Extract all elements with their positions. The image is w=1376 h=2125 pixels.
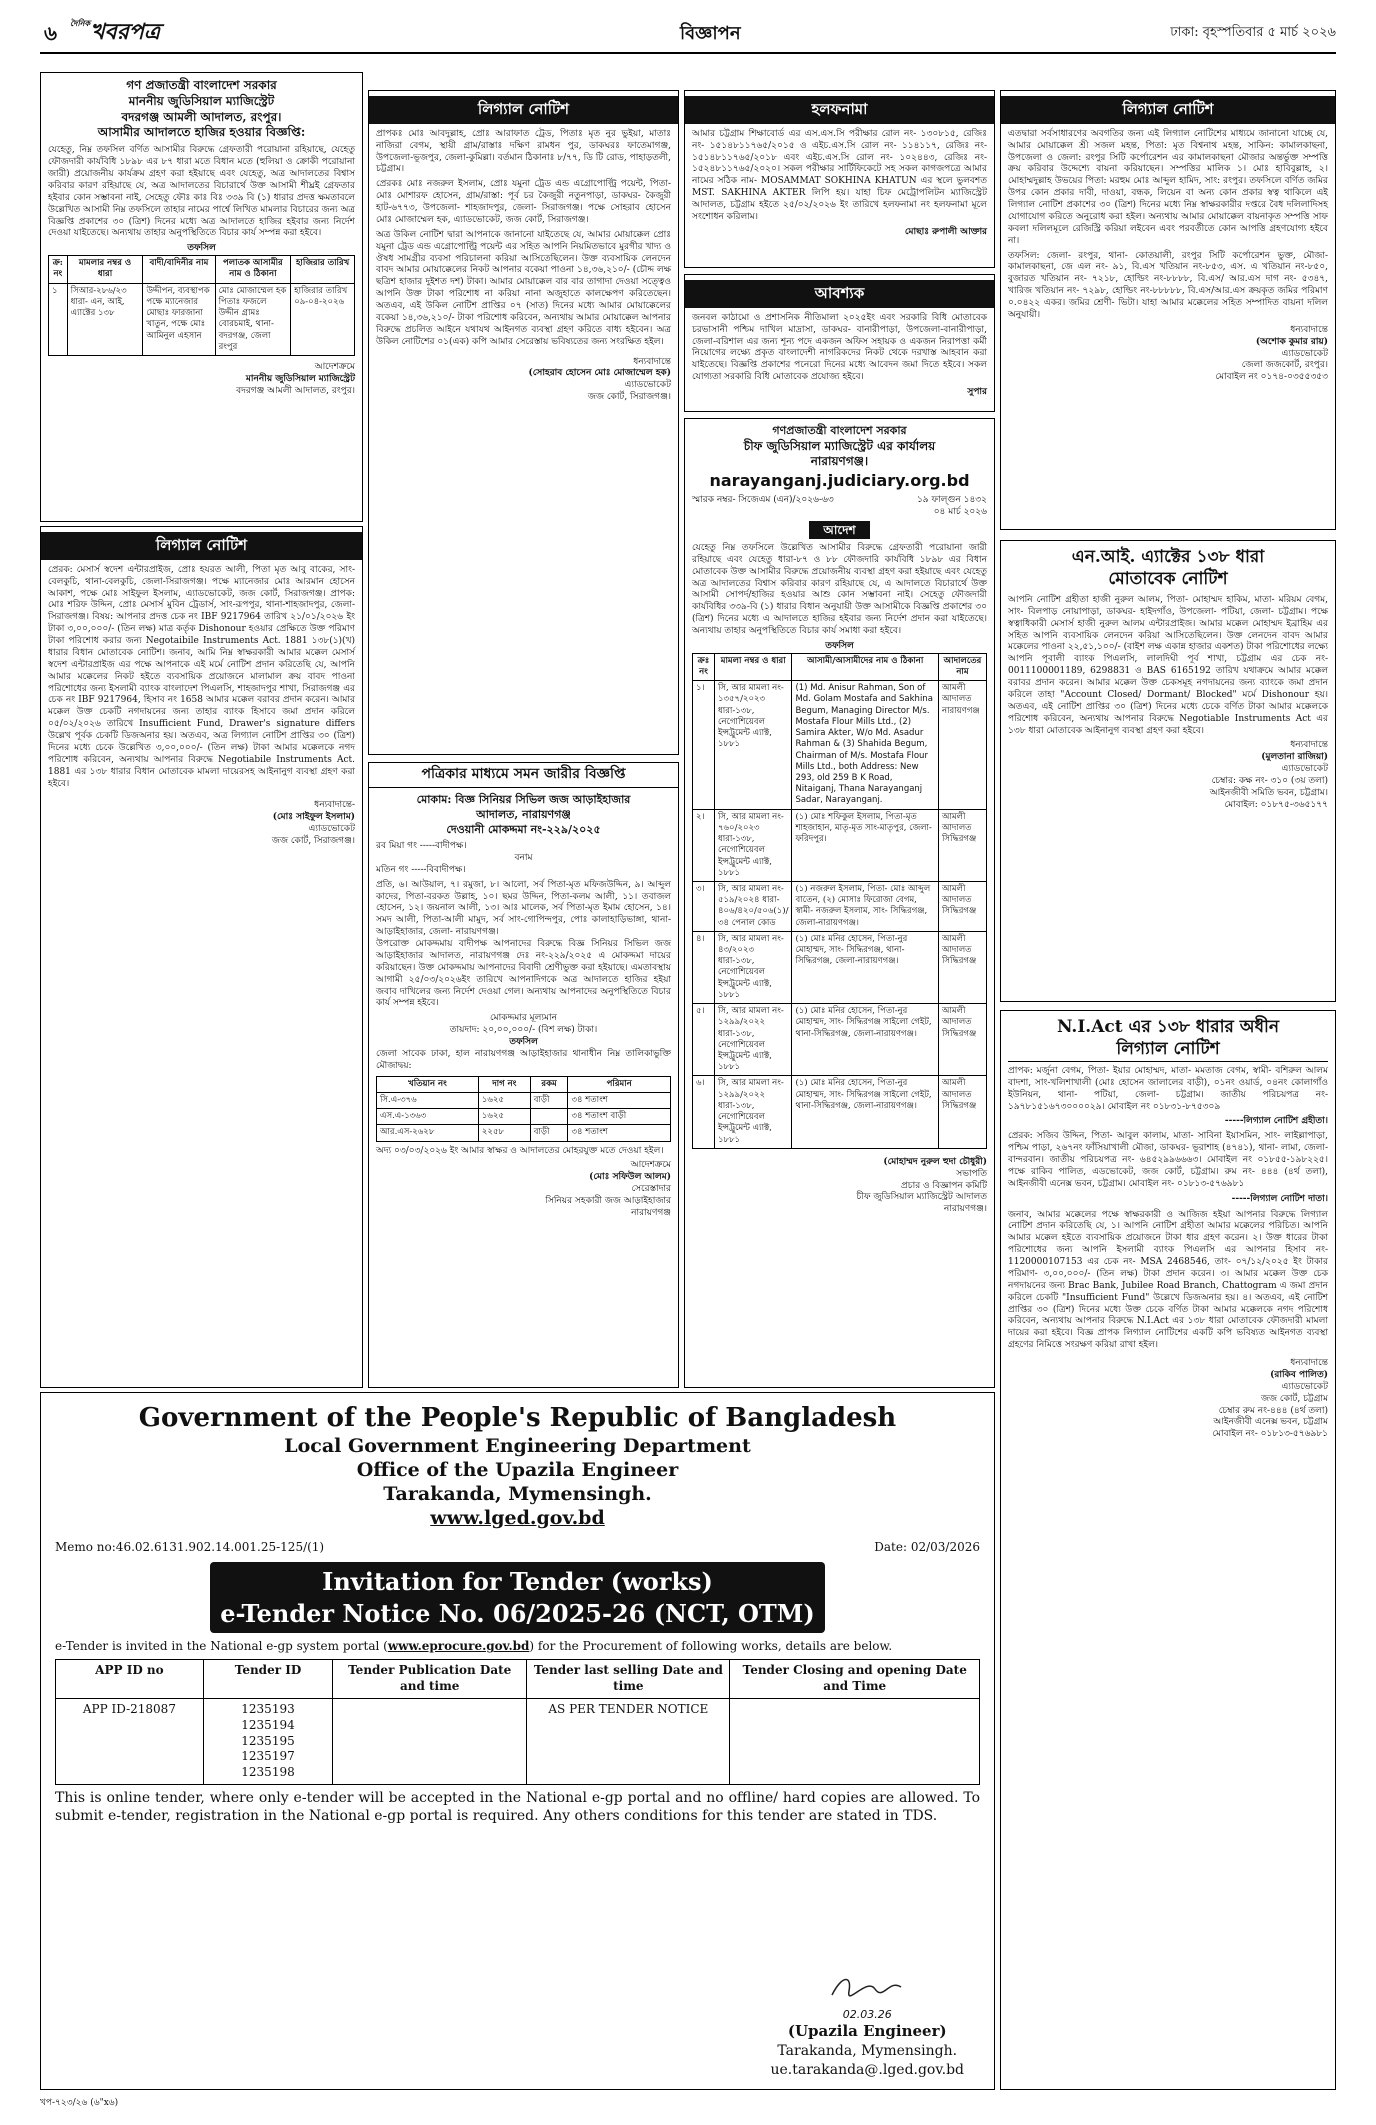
cjm-body: যেহেতু নিম্ন তফসিলে উল্লেখিত আসামীর বিরুদ্ধে গ্রেফতারী পরোয়ানা জারী রহিয়াছে এবং যেহেতু ধারা-৮৭ ও ৮৮ ফৌজদারি কার্যবিধি ১৮৯৮ এর বিধান মোতাবেক উক্ত আসামীর বিরুদ্ধে প্রয়োজনীয় ব্যবস্থা গ্রহণ করা হইয়াছে এবং যেহেতু অত্র আদালতের বিশ্বাস করিবার কারণ রহিয়াছে যে, এ আদালতে বিচারার্থে উক্ত আসামী সোপর্দ/হাজির হওয়ার আশু কোন সম্ভাবনা নাই। সেহেতু ফৌজদারী কার্যবিধির ৩৩৯-বি (১) ধারার বিধান অনুযায়ী উক্ত আসামীকে বিজ্ঞপ্তি প্রকাশের ৩০ (ত্রিশ) দিনের মধ্যে এ আদালতে হাজির হইবার জন্য নির্দেশ প্রদান করা যাইতেছে। অন্যথায় তাহার অনুপস্থিতিতে বিচার কার্য সমাধা করা হইবে।: [692, 542, 987, 637]
eprocure-link[interactable]: www.eprocure.gov.bd: [387, 1639, 530, 1654]
court-notice: গণ প্রজাতন্ত্রী বাংলাদেশ সরকার মাননীয় জুডিসিয়াল ম্যাজিস্ট্রেট বদরগঞ্জ আমলী আদালত, রংপুর। আসামীর আদালতে হাজির হওয়ার বিজ্ঞপ্তি: যেহেতু, নিম্ন তফসিল বর্ণিত আসামীর বিরুদ্ধে গ্রেফতারী পরোয়ানা রহিয়াছে, যেহেতু ফৌজদারী কার্যবিধি ১৮৯৮ এর ৮৭ ধারা মতে বিধান মতে (হুলিয়া ও ক্রোকী পরোয়ানা জারী) প্রয়োজনীয় কার্যক্রম গ্রহণ করা হইয়াছে এবং যেহেতু, অত্র আদালতের বিশ্বাস করিবার কারণ রহিয়াছে যে, অত্র আদালতের বিচারার্থে উক্ত আসামী শীঘ্রই গ্রেফতার হইবার কোন সম্ভাবনা নাই, সেহেতু ফৌঃ কাঃ বিঃ ৩৩৯ বি (১) ধারার প্রদত্ত ক্ষমতাবলে উল্লেখিত আসামী নিম্ন তফসিলে তাহার নামের পার্শ্বে লিখিত মামলার বিচারের জন্য অত্র বিজ্ঞপ্তি প্রকাশের ৩০ (ত্রিশ) দিনের মধ্যে অত্র আদালতে হাজির হইবার জন্য নির্দেশ দেওয়া যাইতেছে। অন্যথায় তাহার অনুপস্থিতিতে বিচার কার্য সম্পন্ন করা হইবে। তফসিল ক্র: নং মামলার নম্বর ও ধারা বাদী/বাদিনীর নাম পলাতক আসামীর নাম ও ঠিকানা হাজিরার তারিখ ১ সিআর-২৮৬/২৩ ধারা- এন, আই, এ্যাক্টের ১৩৮ উদ্দীপন, ব্যবস্থাপক পক্ষে ম্যানেজার মোছাঃ ফারজানা খাতুন, পক্ষে মোঃ আমিনুল এহসান মোঃ মোজাম্মেল হক পিতাঃ ফজলে উদ্দীন গ্রামঃ বোরচমাই, থানা- বদরগঞ্জ, জেলা রংপুর হাজিরার তারিখ ০৯-০৪-২০২৬ আদেশক্রমে মাননীয় জুডিসিয়াল ম্যাজিস্ট্রেট বদরগঞ্জ আমলী আদালত, রংপুর।: [40, 72, 363, 522]
summons-title: পত্রিকার মাধ্যমে সমন জারীর বিজ্ঞপ্তি: [369, 763, 678, 788]
cjm-schedule-table: ক্রঃ নং মামলা নম্বর ও ধারা আসামী/আসামীদের নাম ও ঠিকানা আদালতের নাম ১। সি, আর মামলা নং- ১৩৫৭/২০২৩ ধারা-১৩৮, নেগোশিয়েবল ইন্সট্রুমেন্ট এ্যাক্ট, ১৮৮১ (1) Md. Anisur Rahman, Son of Md. Golam Mostafa and Sakhina Begum, Managing Director M/s. Mostafa Flour Mills Ltd., (2) Samira Akter, W/o Md. Asadur Rahman & (3) Shahida Begum, Chairman of M/s. Mostafa Flour Mills Ltd., both Address: New 293, old 259 B K Road, Nitaiganj, Thana Narayanganj Sadar, Narayanganj. আমলী আদালত নারায়ণগঞ্জ ২। সি, আর মামলা নং- ৭৬০/২০২৩ ধারা-১৩৮, নেগোশিয়েবল ইন্সট্রুমেন্ট এ্যাক্ট, ১৮৮১ (১) মোঃ শফিকুল ইসলাম, পিতা-মৃত শাহজাহান, মাতৃ-মৃত সাং-মাতৃপুর, জেলা-ফরিদপুর। আমলী আদালত সিদ্ধিরগঞ্জ ৩। সি, আর মামলা নং- ৫১৯/২০২৪ ধারা- ৪০৬/৪২০/৫০৬(১)/৩৪ পেনাল কোড (১) নজরুল ইসলাম, পিতা- মোঃ আব্দুল বাতেন, (২) মোসাঃ ফিরোজা বেগম, স্বামী- নজরুল ইসলাম, সাং- সিদ্ধিরগঞ্জ, জেলা-নারায়ণগঞ্জ। আমলী আদালত সিদ্ধিরগঞ্জ ৪। সি, আর মামলা নং- ৪৩/২০২৩ ধারা-১৩৮, নেগোশিয়েবল ইন্সট্রুমেন্ট এ্যাক্ট, ১৮৮১ (১) মোঃ মনির হোসেন, পিতা-নুর মোহাম্মদ, সাং- সিদ্ধিরগঞ্জ, থানা-সিদ্ধিরগঞ্জ, জেলা-নারায়ণগঞ্জ। আমলী আদালত সিদ্ধিরগঞ্জ ৫। সি, আর মামলা নং- ১২৯৯/২০২২ ধারা-১৩৮, নেগোশিয়েবল ইন্সট্রুমেন্ট এ্যাক্ট, ১৮৮১ (১) মোঃ মনির হোসেন, পিতা-নুর মোহাম্মদ, সাং- সিদ্ধিরগঞ্জ সাইলো গেইট, থানা-সিদ্ধিরগঞ্জ, জেলা-নারায়ণগঞ্জ। আমলী আদালত সিদ্ধিরগঞ্জ ৬। সি, আর মামলা নং- ১২৯৯/২০২২ ধারা-১৩৮, নেগোশিয়েবল ইন্সট্রুমেন্ট এ্যাক্ট, ১৮৮১ (১) মোঃ মনির হোসেন, পিতা-নুর মোহাম্মদ, সাং- সিদ্ধিরগঞ্জ সাইলো গেইট, থানা-সিদ্ধিরগঞ্জ, জেলা-নারায়ণগঞ্জ। আমলী আদালত সিদ্ধিরগঞ্জ: [692, 653, 987, 1149]
wanted-body: জনবল কাঠামো ও প্রশাসনিক নীতিমালা ২০২৫ইং এবং সরকারি বিধি মোতাবেক চরভাসানী পশ্চিম দাখিল মাদ্রাসা, ডাকঘর- বানারীপাড়া, উপজেলা-বানারীপাড়া, জেলা-বরিশাল এর জন্য শূন্য পদে একজন অফিস সহায়ক ও একজন নিরাপত্তা কর্মী নিয়োগের লক্ষ্যে প্রকৃত বাংলাদেশী নাগরিকদের নিকট থেকে দরখাস্ত আহবান করা যাইতেছে। বিজ্ঞপ্তি প্রকাশের পনেরো দিনের মধ্যে আবেদন জমা দিতে হইবে। সকল যোগ্যতা সরকারি বিধি মোতাবেক প্রযোজ্য হইবে।: [692, 312, 987, 383]
tender-invitation-banner: Invitation for Tender (works) e-Tender Notice No. 06/2025-26 (NCT, OTM): [210, 1562, 825, 1633]
cjm-website: narayanganj.judiciary.org.bd: [709, 471, 970, 491]
table-row: ২। সি, আর মামলা নং- ৭৬০/২০২৩ ধারা-১৩৮, নেগোশিয়েবল ইন্সট্রুমেন্ট এ্যাক্ট, ১৮৮১ (১) মোঃ শফিকুল ইসলাম, পিতা-মৃত শাহজাহান, মাতৃ-মৃত সাং-মাতৃপুর, জেলা-ফরিদপুর। আমলী আদালত সিদ্ধিরগঞ্জ: [693, 809, 987, 881]
ni-act-notice-1: এন.আই. এ্যাক্টের ১৩৮ ধারা মোতাবেক নোটিশ আপনি নোটিশ গ্রহীতা হাজী নুরুল আলম, পিতা- মোহাম্মদ হাকিম, মাতা- মরিয়ম বেগম, সাং- বিলপাড় নোয়াপাড়া, ডাকঘর- হাইদগাঁও, উপজেলা- পটিয়া, জেলা- চট্টগ্রাম। পক্ষে স্বত্বাধিকারী মেসার্স হাজী নুরুল আলম এন্টারপ্রাইজ। আমার মক্কেল মোহাম্মদ ইব্রাহিম এর সহিত আপনি ব্যবসায়িক লেনদেন করিয়া আসিতেছিলেন। উক্ত লেনদেন বাবদ আমার মক্কেলের পাওনা ২২,৫১,১০০/- (বাইশ লক্ষ একান্ন হাজার একশত) টাকা পরিশোধের লক্ষ্যে আপনি পূবালী ব্যাংক পিএলসি, লালদিঘী পূর্ব শাখা, চট্টগ্রাম এর চেক নং- 0011100001189, 6298831 ও BAS 6165192 তারিখ যথাক্রমে আমার মক্কেল বরাবর প্রদান করেন। আমার মক্কেল উক্ত চেকসমূহ নগদায়নের জন্য ব্যাংকে জমা প্রদান করিলে তাহা "Account Closed/ Dormant/ Blocked" মর্মে Dishonour হয়। অতএব, এই নোটিশ প্রাপ্তির ৩০ (ত্রিশ) দিনের মধ্যে চেকে বর্ণিত টাকা আমার মক্কেলকে পরিশোধ করিবেন, অন্যথায় আপনার বিরুদ্ধে Negotiable Instruments Act এর ১৩৮ ধারা মোতাবেক আইনানুগ ব্যবস্থা গ্রহণ করা হইবে। ধন্যবাদান্তে (মুলতানা রাজিয়া) এ্যাডভোকেট চেম্বার: কক্ষ নং- ৩১০ (৩য় তলা) আইনজীবী সমিতি ভবন, চট্টগ্রাম। মোবাইল: ০১৮৭৫-৩৬৫১৭৭: [1000, 540, 1336, 1002]
table-row: ৬। সি, আর মামলা নং- ১২৯৯/২০২২ ধারা-১৩৮, নেগোশিয়েবল ইন্সট্রুমেন্ট এ্যাক্ট, ১৮৮১ (১) মোঃ মনির হোসেন, পিতা-নুর মোহাম্মদ, সাং- সিদ্ধিরগঞ্জ সাইলো গেইট, থানা-সিদ্ধিরগঞ্জ, জেলা-নারায়ণগঞ্জ। আমলী আদালত সিদ্ধিরগঞ্জ: [693, 1076, 987, 1148]
court-notice-body: যেহেতু, নিম্ন তফসিল বর্ণিত আসামীর বিরুদ্ধে গ্রেফতারী পরোয়ানা রহিয়াছে, যেহেতু ফৌজদারী কার্যবিধি ১৮৯৮ এর ৮৭ ধারা মতে বিধান মতে (হুলিয়া ও ক্রোকী পরোয়ানা জারী) প্রয়োজনীয় কার্যক্রম গ্রহণ করা হইয়াছে এবং যেহেতু, অত্র আদালতের বিশ্বাস করিবার কারণ রহিয়াছে যে, অত্র আদালতের বিচারার্থে উক্ত আসামী শীঘ্রই গ্রেফতার হইবার কোন সম্ভাবনা নাই, সেহেতু ফৌঃ কাঃ বিঃ ৩৩৯ বি (১) ধারার প্রদত্ত ক্ষমতাবলে উল্লেখিত আসামী নিম্ন তফসিলে তাহার নামের পার্শ্বে লিখিত মামলার বিচারের জন্য অত্র বিজ্ঞপ্তি প্রকাশের ৩০ (ত্রিশ) দিনের মধ্যে অত্র আদালতে হাজির হইবার জন্য নির্দেশ দেওয়া যাইতেছে। অন্যথায় তাহার অনুপস্থিতিতে বিচার কার্য সম্পন্ন করা হইবে।: [48, 145, 355, 239]
tender-date: Date: 02/03/2026: [874, 1540, 980, 1555]
page-number: ৬: [44, 21, 58, 45]
wanted-title: আবশ্যক: [685, 280, 994, 308]
table-row: ১। সি, আর মামলা নং- ১৩৫৭/২০২৩ ধারা-১৩৮, নেগোশিয়েবল ইন্সট্রুমেন্ট এ্যাক্ট, ১৮৮১ (1) Md. Anisur Rahman, Son of Md. Golam Mostafa and Sakhina Begum, Managing Director M/s. Mostafa Flour Mills Ltd., (2) Samira Akter, W/o Md. Asadur Rahman & (3) Shahida Begum, Chairman of M/s. Mostafa Flour Mills Ltd., both Address: New 293, old 259 B K Road, Nitaiganj, Thana Narayanganj Sadar, Narayanganj. আমলী আদালত নারায়ণগঞ্জ: [693, 681, 987, 809]
engineer-email: ue.tarakanda@.lged.gov.bd: [770, 2061, 964, 2078]
page-header: [40, 14, 1336, 54]
engineer-signature: 02.03.26: [770, 1973, 964, 2023]
legal-notice-title: লিগ্যাল নোটিশ: [41, 532, 362, 560]
legal-notice-swadesh: লিগ্যাল নোটিশ প্রেরক: মেসার্স স্বদেশ এন্টারপ্রাইজ, প্রোঃ হযরত আলী, পিতা মৃত আবু বাকের, সাং-বেলকুচি, থানা-বেলকুচি, জেলা-সিরাজগঞ্জ। পক্ষে ম্যানেজার মোঃ আরমান হোসেন আকাশ, পক্ষে মোঃ সাইফুল ইসলাম, এ্যাডভোকেট, জজ কোর্ট, সিরাজগঞ্জ। প্রাপক: মোঃ শরিফ উদ্দিন, প্রোঃ মেসার্স মুবিন ট্রেডার্স, সাং-রূপপুর, থানা-শাহজাদপুর, জেলা-সিরাজগঞ্জ। বিষয়: আপনার প্রদত্ত চেক নং IBF 9217964 তারিখ ২১/০১/২০২৬ ইং টাকা ৩,০০,০০০/- (তিন লক্ষ) মাত্র কর্তৃক Dishonour হওয়ার প্রেক্ষিতে উক্ত পরিমাণ টাকা পরিশোধ করার জন্য Negotaibile Instruments Act. 1881 ১৩৮(১)(খ) ধারার বিধান মোতাবেক নোটিশ। জনাব, আমি নিম্ন স্বাক্ষরকারী আমার মক্কেল মেসার্স স্বদেশ এন্টারপ্রাইজ এর পক্ষে আপনাকে এই মর্মে নোটিশ প্রদান করিতেছি যে, আপনি আমার মক্কেলের নিকট হইতে ব্যবসায়িক প্রয়োজনে মালামাল ক্রয় বাবদ পাওনা পরিশোধের জন্য ইসলামী ব্যাংক বাংলাদেশ পিএলসি, শাহজাদপুর শাখা, সিরাজগঞ্জ এর চেক নং IBF 9217964, হিসাব নং 1658 আমার মক্কেল বরাবর প্রদান করেন। আমার মক্কেল উক্ত চেকটি নগদায়নের জন্য তাহার ব্যাংক হিসাবে জমা প্রদান করিলে ০৫/০২/২০২৬ তারিখে Insufficient Fund, Drawer's signature differs উল্লেখ পূর্বক চেকটি ডিজঅনার হয়। অতএব, অত্র লিগ্যাল নোটিশ প্রাপ্তির ৩০ (ত্রিশ) দিনের মধ্যে চেকে উল্লেখিত ৩,০০,০০০/- (তিন লক্ষ) টাকা আমার মক্কেলকে নগদ পরিশোধ করিবেন, অন্যথায় আপনার বিরুদ্ধে Negotiabile Instruments Act. 1881 এর ১৩৮ ধারার বিধান মোতাবেক মামলা দায়েরসহ আইনানুগ ব্যবস্থা গ্রহণ করা হইবে। ধন্যবাদান্তে- (মোঃ সাইফুল ইসলাম) এ্যাডভোকেট জজ কোর্ট, সিরাজগঞ্জ।: [40, 526, 363, 1388]
table-row: এস.এ-১৩৬৩ ১৬২৫ ৩৪ শতাংশ বাড়ী: [377, 1109, 671, 1125]
lged-website-link[interactable]: www.lged.gov.bd: [430, 1506, 605, 1529]
tender-notice: Government of the People's Republic of Bangladesh Local Government Engineering Department Office of the Upazila Engineer Tarakanda, Mymensingh. www.lged.gov.bd Memo no:46.02.6131.902.14.001.25-125/(1) Date: 02/03/2026 Invitation for Tender (works) e-Tender Notice No. 06/2025-26 (NCT, OTM) e-Tender is invited in the National e-gp system portal (www.eprocure.gov.bd) for the Procurement of following works, details are below. APP ID no Tender ID Tender Publication Date and time Tender last selling Date and time Tender Closing and opening Date and Time APP ID-218087 1235193 1235194 1235195 1235197 1235198 AS PER TENDER NOTICE This is online tender, where only e-tender will be accepted in the National e-gp portal and no offline/ hard copies are allowed. To submit e-tender, registration in the National e-gp portal is required. Any others conditions for this tender are stated in TDS. 02.03.26 (Upazila Engineer) Tarakanda, Mymensingh. ue.tarakanda@.lged.gov.bd: [40, 1392, 995, 2090]
affidavit-notice: হলফনামা আমার চট্টগ্রাম শিক্ষাবোর্ড এর এস.এস.সি পরীক্ষার রোল নং- ১৩০৮১৫, রেজিঃ নং- ১৫১৪৮১১৭৬৫/২০১৫ ও এইচ.এস.সি রোল নং- ১১৪১১৭, রেজিঃ নং- ১৫১৪৮১১৭৬৫/২০১৮ এবং এইচ.এস.সি রোল নং- ১০২৪৪৩, রেজিঃ নং- ১৫২৪৮১১৭৬৫/২০২০। সকল পরীক্ষার সার্টিফিকেটে সহ সকল কাগজপত্রে আমার নামের সঠিক নাম- MOSAMMAT SOKHINA KHATUN এর স্থলে ভুলবশত MST. SAKHINA AKTER লিপি হয়। যাহা চিফ মেট্রোপলিটন ম্যাজিস্ট্রেট আদালত, চট্টগ্রাম হইতে ২৫/০২/২০২৬ ইং তারিখে হলফনামা নং হলফনামা মূলে সংশোধন করিলাম। মোছাঃ রুপালী আক্তার: [684, 90, 995, 268]
summons-notice: পত্রিকার মাধ্যমে সমন জারীর বিজ্ঞপ্তি মোকাম: বিজ্ঞ সিনিয়র সিভিল জজ আড়াইহাজার আদালত, নারায়ণগঞ্জ দেওয়ানী মোকদ্দমা নং-২২৯/২০২৫ রব মিয়া গং -----বাদীপক্ষ। বনাম মতিন গং -----বিবাদীপক্ষ। প্রতি, ৬। আউয়াল, ৭। রমুজা, ৮। আলো, সর্ব পিতা-মৃত মফিজউদ্দিন, ৯। আব্দুল কাদের, পিতা-বরকত উল্লাহ, ১০। ছমর উদ্দিন, পিতা-কলম আলী, ১১। তবাজল হোসেন, ১২। জয়নাল আলী, ১৩। আঃ মালেক, সর্ব পিতা-মৃত ইমাম হোসেন, ১৪। সমদ আলী, পিতা-আলী মামুদ, সর্ব সাং-গোপিন্দপুর, পোঃ কালাহাড়িভাঙ্গা, থানা-আড়াইহাজার, জেলা- নারায়ণগঞ্জ। উপরোক্ত মোকদ্দমায় বাদীপক্ষ আপনাদের বিরুদ্ধে বিজ্ঞ সিনিয়র সিভিল জজ আড়াইহাজার আদালত, নারায়ণগঞ্জ দেঃ নং-২২৯/২০২৫ এ মোকদ্দমা দায়ের করিয়াছেন। উক্ত মোকদ্দমায় আপনাদের বিবাদী শ্রেণীভুক্ত করা হইয়াছে। এমতাবস্থায় আগামী ২৫/০৩/২০২৬ইং তারিখে আপনাদিগকে অত্র আদালতে হাজির হইয়া জবাব দাখিলের জন্য নির্দেশ দেওয়া গেল। অন্যথায় আপনাদের অনুপস্থিতিতে বিচার কার্য সম্পন্ন হইবে। মোকদ্দমার মূল্যমান তায়দাদ: ২০,০০,০০০/- (বিশ লক্ষ) টাকা। তফসিল জেলা সাবেক ঢাকা, হাল নারায়ণগঞ্জ আড়াইহাজার থানাধীন নিম্ন তালিকাভুক্তি মৌজাদ্বয়: খতিয়ান নং দাগ নং রকম পরিমান সি.এ-৩৭৬ ১৬২৫ বাড়ী ৩৪ শতাংশ এস.এ-১৩৬৩ ১৬২৫ ৩৪ শতাংশ বাড়ী আর.এস-২৬২৮ ২২৫৮ বাড়ী ৩৪ শতাংশ অদ্য ০৩/০৩/২০২৬ ইং আমার স্বাক্ষর ও আদালতের মোহরযুক্ত মতে দেওয়া হইল। আদেশক্রমে (মোঃ সফিউল আলম) সেরেস্তাদার সিনিয়র সহকারী জজ আড়াইহাজার নারায়ণগঞ্জ: [368, 762, 679, 1388]
table-row: ১ সিআর-২৮৬/২৩ ধারা- এন, আই, এ্যাক্টের ১৩৮ উদ্দীপন, ব্যবস্থাপক পক্ষে ম্যানেজার মোছাঃ ফারজানা খাতুন, পক্ষে মোঃ আমিনুল এহসান মোঃ মোজাম্মেল হক পিতাঃ ফজলে উদ্দীন গ্রামঃ বোরচমাই, থানা- বদরগঞ্জ, জেলা রংপুর হাজিরার তারিখ ০৯-০৪-২০২৬: [49, 283, 355, 355]
section-title: বিজ্ঞাপন: [680, 23, 741, 44]
issue-date: ঢাকা: বৃহস্পতিবার ৫ মার্চ ২০২৬: [1170, 25, 1336, 40]
legal-notice-jamuna: লিগ্যাল নোটিশ প্রাপকঃ মোঃ আবদুল্লাহ, প্রোঃ আরাফাত ট্রেড, পিতাঃ মৃত নুর ভুইয়া, মাতাঃ নাজিরা বেগম, স্থায়ী গ্রাম/রাস্তাঃ দক্ষিণ রামধন পুর, ডাকঘরঃ ফাতেমাগঞ্জ, উপজেলা-ভূজপুর, জেলা-কুমিল্লা। বর্তমান ঠিকানাঃ ৮/৭৭, ডি টি রোড, পাহাড়তলী, চট্টগ্রাম। প্রেরকঃ মোঃ নজরুল ইসলাম, প্রোঃ যমুনা ট্রেড এন্ড এগ্রোপোল্ট্রি পয়েন্ট, পিতা- মোঃ মোশারফ হোসেন, গ্রাম/রাস্তা: পূর্ব চর কৈজুরী নতুনপাড়া, ডাকঘর- কৈজুরী হাট-৬৭৭৩, উপজেলা- শাহজাদপুর, জেলা- সিরাজগঞ্জ। পক্ষে সোহরাব হোসেন মোঃ মোজাম্মেল হক, এ্যাডভোকেট, জজ কোর্ট, সিরাজগঞ্জ। অত্র উকিল নোটিশ দ্বারা আপনাকে জানানো যাইতেছে যে, আমার মোয়াক্কেল প্রোঃ যমুনা ট্রেড এন্ড এগ্রোপোল্ট্রি পয়েন্ট এর সহিত আপনি নিয়মিতভাবে মুরগীর খাদ্য ও ঔষধ সামগ্রীর ব্যবসা পরিচালনা করিয়া আসিতেছিলেন। উক্ত ব্যবসায়িক লেনদেন বাবদ আমার মোয়াক্কেলের নিকট আপনার বকেয়া পাওনা ১৪,৩৬,২১০/- (চৌদ্দ লক্ষ ছত্রিশ হাজার দুইশত দশ) টাকা। আমার মোয়াক্কেল বার বার তাগাদা দেওয়া সত্ত্বেও আপনি উক্ত টাকা পরিশোধ না করিয়া নানা অজুহাতে কালক্ষেপণ করিতেছেন। অতএব, এই উকিল নোটিশ প্রাপ্তির ০৭ (সাত) দিনের মধ্যে আমার মোয়াক্কেলের বকেয়া ১৪,৩৬,২১০/- টাকা পরিশোধ করিবেন, অন্যথায় আমার মোয়াক্কেল আপনার বিরুদ্ধে প্রচলিত আইনে যথাযথ আইনগত ব্যবস্থা গ্রহণ করিতে বাধ্য হইবেন। অত্র উকিল নোটিশের ০১(এক) কপি আমার সেরেস্তায় ভবিষ্যতের জন্য সংরক্ষিত হইল। ধন্যবাদান্তে (সোহরাব হোসেন মোঃ মোজাম্মেল হক) এ্যাডভোকেট জজ কোর্ট, সিরাজগঞ্জ।: [368, 90, 679, 755]
legal-notice-title: লিগ্যাল নোটিশ: [369, 96, 678, 124]
legal-notice-body: প্রেরক: মেসার্স স্বদেশ এন্টারপ্রাইজ, প্রোঃ হযরত আলী, পিতা মৃত আবু বাকের, সাং-বেলকুচি, থানা-বেলকুচি, জেলা-সিরাজগঞ্জ। পক্ষে ম্যানেজার মোঃ আরমান হোসেন আকাশ, পক্ষে মোঃ সাইফুল ইসলাম, এ্যাডভোকেট, জজ কোর্ট, সিরাজগঞ্জ। প্রাপক: মোঃ শরিফ উদ্দিন, প্রোঃ মেসার্স মুবিন ট্রেডার্স, সাং-রূপপুর, থানা-শাহজাদপুর, জেলা-সিরাজগঞ্জ। বিষয়: আপনার প্রদত্ত চেক নং IBF 9217964 তারিখ ২১/০১/২০২৬ ইং টাকা ৩,০০,০০০/- (তিন লক্ষ) মাত্র কর্তৃক Dishonour হওয়ার প্রেক্ষিতে উক্ত পরিমাণ টাকা পরিশোধ করার জন্য Negotaibile Instruments Act. 1881 ১৩৮(১)(খ) ধারার বিধান মোতাবেক নোটিশ। জনাব, আমি নিম্ন স্বাক্ষরকারী আমার মক্কেল মেসার্স স্বদেশ এন্টারপ্রাইজ এর পক্ষে আপনাকে এই মর্মে নোটিশ প্রদান করিতেছি যে, আপনি আমার মক্কেলের নিকট হইতে ব্যবসায়িক প্রয়োজনে মালামাল ক্রয় বাবদ পাওনা পরিশোধের জন্য ইসলামী ব্যাংক বাংলাদেশ পিএলসি, শাহজাদপুর শাখা, সিরাজগঞ্জ এর চেক নং IBF 9217964, হিসাব নং 1658 আমার মক্কেল বরাবর প্রদান করেন। আমার মক্কেল উক্ত চেকটি নগদায়নের জন্য তাহার ব্যাংক হিসাবে জমা প্রদান করিলে ০৫/০২/২০২৬ তারিখে Insufficient Fund, Drawer's signature differs উল্লেখ পূর্বক চেকটি ডিজঅনার হয়। অতএব, অত্র লিগ্যাল নোটিশ প্রাপ্তির ৩০ (ত্রিশ) দিনের মধ্যে চেকে উল্লেখিত ৩,০০,০০০/- (তিন লক্ষ) টাকা আমার মক্কেলকে নগদ পরিশোধ করিবেন, অন্যথায় আপনার বিরুদ্ধে Negotiabile Instruments Act. 1881 এর ১৩৮ ধারার বিধান মোতাবেক মামলা দায়েরসহ আইনানুগ ব্যবস্থা গ্রহণ করা হইবে।: [48, 564, 355, 789]
tender-table: APP ID no Tender ID Tender Publication Date and time Tender last selling Date and time Tender Closing and opening Date and Time APP ID-218087 1235193 1235194 1235195 1235197 1235198 AS PER TENDER NOTICE: [55, 1659, 980, 1785]
tender-gov-title: Government of the People's Republic of Bangladesh: [138, 1403, 897, 1433]
ni-act-body: আপনি নোটিশ গ্রহীতা হাজী নুরুল আলম, পিতা- মোহাম্মদ হাকিম, মাতা- মরিয়ম বেগম, সাং- বিলপাড় নোয়াপাড়া, ডাকঘর- হাইদগাঁও, উপজেলা- পটিয়া, জেলা- চট্টগ্রাম। পক্ষে স্বত্বাধিকারী মেসার্স হাজী নুরুল আলম এন্টারপ্রাইজ। আমার মক্কেল মোহাম্মদ ইব্রাহিম এর সহিত আপনি ব্যবসায়িক লেনদেন করিয়া আসিতেছিলেন। উক্ত লেনদেন বাবদ আমার মক্কেলের পাওনা ২২,৫১,১০০/- (বাইশ লক্ষ একান্ন হাজার একশত) টাকা পরিশোধের লক্ষ্যে আপনি পূবালী ব্যাংক পিএলসি, লালদিঘী পূর্ব শাখা, চট্টগ্রাম এর চেক নং- 0011100001189, 6298831 ও BAS 6165192 তারিখ যথাক্রমে আমার মক্কেল বরাবর প্রদান করেন। আমার মক্কেল উক্ত চেকসমূহ নগদায়নের জন্য ব্যাংকে জমা প্রদান করিলে তাহা "Account Closed/ Dormant/ Blocked" মর্মে Dishonour হয়। অতএব, এই নোটিশ প্রাপ্তির ৩০ (ত্রিশ) দিনের মধ্যে চেকে বর্ণিত টাকা আমার মক্কেলকে পরিশোধ করিবেন, অন্যথায় আপনার বিরুদ্ধে Negotiable Instruments Act এর ১৩৮ ধারা মোতাবেক আইনানুগ ব্যবস্থা গ্রহণ করা হইবে।: [1008, 594, 1328, 736]
table-row: ৫। সি, আর মামলা নং- ১২৯৯/২০২২ ধারা-১৩৮, নেগোশিয়েবল ইন্সট্রুমেন্ট এ্যাক্ট, ১৮৮১ (১) মোঃ মনির হোসেন, পিতা-নুর মোহাম্মদ, সাং- সিদ্ধিরগঞ্জ সাইলো গেইট, থানা-সিদ্ধিরগঞ্জ, জেলা-নারায়ণগঞ্জ। আমলী আদালত সিদ্ধিরগঞ্জ: [693, 1004, 987, 1076]
summons-schedule-table: খতিয়ান নং দাগ নং রকম পরিমান সি.এ-৩৭৬ ১৬২৫ বাড়ী ৩৪ শতাংশ এস.এ-১৩৬৩ ১৬২৫ ৩৪ শতাংশ বাড়ী আর.এস-২৬২৮ ২২৫৮ বাড়ী ৩৪ শতাংশ: [376, 1076, 671, 1142]
ni-act-body: জনাব, আমার মক্কেলের পক্ষে স্বাক্ষরকারী ও আজিজ হইয়া আপনার বিরুদ্ধে লিগ্যাল নোটিশ প্রদান করিতেছি যে, ১। আপনি নোটিশ গ্রহীতা আমার মক্কেলের পরিচিত। আপনি আমার মক্কেল হইতে ব্যবসায়িক প্রয়োজনে টাকা ধার গ্রহণ করেন। ২। উক্ত ধারের টাকা পরিশোধের জন্য আপনি ইসলামী ব্যাংক পিএলসি এর আপনার হিসাব নং- 1120000107153 এর চেক নং- MSA 2468546, তাং- ০৭/১২/২০২৫ ইং টাকার পরিমাণ- ৩,০০,০০০/- (তিন লক্ষ) টাকা প্রদান করেন। ৩। আমার মক্কেল উক্ত চেক নগদায়নের জন্য Brac Bank, Jubilee Road Branch, Chattogram এ জমা প্রদান করিলে চেকটি "Insufficient Fund" উল্লেখে ডিজঅনার হয়। ৪। অতএব, এই নোটিশ প্রাপ্তির ৩০ (ত্রিশ) দিনের মধ্যে উক্ত চেকে বর্ণিত টাকা আমার মক্কেলকে নগদ পরিশোধ করিবেন, অন্যথায় আপনার বিরুদ্ধে N.I.Act এর ১৩৮ ধারা মোতাবেক ফৌজদারী মামলা দায়ের করা হইবে। বিজ্ঞ প্রাপক লিগ্যাল নোটিশের একটি কপি ভবিষ্যত আইনগত ব্যবস্থা গ্রহণের নিমিত্তে সংরক্ষণ করিয়া রাখা হইল।: [1008, 1209, 1328, 1351]
table-row: আর.এস-২৬২৮ ২২৫৮ বাড়ী ৩৪ শতাংশ: [377, 1125, 671, 1141]
cjm-notice: গণপ্রজাতন্ত্রী বাংলাদেশ সরকার চীফ জুডিসিয়াল ম্যাজিস্ট্রেট এর কার্যালয় নারায়ণগঞ্জ। narayanganj.judiciary.org.bd স্মারক নম্বর- সিজেএম (এন)/২০২৬-৬৩ ১৯ ফাল্গুন ১৪৩২ ০৪ মার্চ ২০২৬ আদেশ যেহেতু নিম্ন তফসিলে উল্লেখিত আসামীর বিরুদ্ধে গ্রেফতারী পরোয়ানা জারী রহিয়াছে এবং যেহেতু ধারা-৮৭ ও ৮৮ ফৌজদারি কার্যবিধি ১৮৯৮ এর বিধান মোতাবেক উক্ত আসামীর বিরুদ্ধে প্রয়োজনীয় ব্যবস্থা গ্রহণ করা হইয়াছে এবং যেহেতু অত্র আদালতের বিশ্বাস করিবার কারণ রহিয়াছে যে, এ আদালতে বিচারার্থে উক্ত আসামী সোপর্দ/হাজির হওয়ার আশু কোন সম্ভাবনা নাই। সেহেতু ফৌজদারী কার্যবিধির ৩৩৯-বি (১) ধারার বিধান অনুযায়ী উক্ত আসামীকে বিজ্ঞপ্তি প্রকাশের ৩০ (ত্রিশ) দিনের মধ্যে এ আদালতে হাজির হইবার জন্য নির্দেশ প্রদান করা যাইতেছে। অন্যথায় তাহার অনুপস্থিতিতে বিচার কার্য সমাধা করা হইবে। তফসিল ক্রঃ নং মামলা নম্বর ও ধারা আসামী/আসামীদের নাম ও ঠিকানা আদালতের নাম ১। সি, আর মামলা নং- ১৩৫৭/২০২৩ ধারা-১৩৮, নেগোশিয়েবল ইন্সট্রুমেন্ট এ্যাক্ট, ১৮৮১ (1) Md. Anisur Rahman, Son of Md. Golam Mostafa and Sakhina Begum, Managing Director M/s. Mostafa Flour Mills Ltd., (2) Samira Akter, W/o Md. Asadur Rahman & (3) Shahida Begum, Chairman of M/s. Mostafa Flour Mills Ltd., both Address: New 293, old 259 B K Road, Nitaiganj, Thana Narayanganj Sadar, Narayanganj. আমলী আদালত নারায়ণগঞ্জ ২। সি, আর মামলা নং- ৭৬০/২০২৩ ধারা-১৩৮, নেগোশিয়েবল ইন্সট্রুমেন্ট এ্যাক্ট, ১৮৮১ (১) মোঃ শফিকুল ইসলাম, পিতা-মৃত শাহজাহান, মাতৃ-মৃত সাং-মাতৃপুর, জেলা-ফরিদপুর। আমলী আদালত সিদ্ধিরগঞ্জ ৩। সি, আর মামলা নং- ৫১৯/২০২৪ ধারা- ৪০৬/৪২০/৫০৬(১)/৩৪ পেনাল কোড (১) নজরুল ইসলাম, পিতা- মোঃ আব্দুল বাতেন, (২) মোসাঃ ফিরোজা বেগম, স্বামী- নজরুল ইসলাম, সাং- সিদ্ধিরগঞ্জ, জেলা-নারায়ণগঞ্জ। আমলী আদালত সিদ্ধিরগঞ্জ ৪। সি, আর মামলা নং- ৪৩/২০২৩ ধারা-১৩৮, নেগোশিয়েবল ইন্সট্রুমেন্ট এ্যাক্ট, ১৮৮১ (১) মোঃ মনির হোসেন, পিতা-নুর মোহাম্মদ, সাং- সিদ্ধিরগঞ্জ, থানা-সিদ্ধিরগঞ্জ, জেলা-নারায়ণগঞ্জ। আমলী আদালত সিদ্ধিরগঞ্জ ৫। সি, আর মামলা নং- ১২৯৯/২০২২ ধারা-১৩৮, নেগোশিয়েবল ইন্সট্রুমেন্ট এ্যাক্ট, ১৮৮১ (১) মোঃ মনির হোসেন, পিতা-নুর মোহাম্মদ, সাং- সিদ্ধিরগঞ্জ সাইলো গেইট, থানা-সিদ্ধিরগঞ্জ, জেলা-নারায়ণগঞ্জ। আমলী আদালত সিদ্ধিরগঞ্জ ৬। সি, আর মামলা নং- ১২৯৯/২০২২ ধারা-১৩৮, নেগোশিয়েবল ইন্সট্রুমেন্ট এ্যাক্ট, ১৮৮১ (১) মোঃ মনির হোসেন, পিতা-নুর মোহাম্মদ, সাং- সিদ্ধিরগঞ্জ সাইলো গেইট, থানা-সিদ্ধিরগঞ্জ, জেলা-নারায়ণগঞ্জ। আমলী আদালত সিদ্ধিরগঞ্জ (মোহাম্মদ নুরুল হুদা চৌধুরী) সভাপতি প্রচার ও বিজ্ঞাপন কমিটি চীফ জুডিসিয়াল ম্যাজিস্ট্রেট আদালত নারায়ণগঞ্জ।: [684, 418, 995, 1388]
table-row: APP ID-218087 1235193 1235194 1235195 1235197 1235198 AS PER TENDER NOTICE: [56, 1698, 980, 1784]
wanted-notice: আবশ্যক জনবল কাঠামো ও প্রশাসনিক নীতিমালা ২০২৫ইং এবং সরকারি বিধি মোতাবেক চরভাসানী পশ্চিম দাখিল মাদ্রাসা, ডাকঘর- বানারীপাড়া, উপজেলা-বানারীপাড়া, জেলা-বরিশাল এর জন্য শূন্য পদে একজন অফিস সহায়ক ও একজন নিরাপত্তা কর্মী নিয়োগের লক্ষ্যে প্রকৃত বাংলাদেশী নাগরিকদের নিকট থেকে দরখাস্ত আহবান করা যাইতেছে। বিজ্ঞপ্তি প্রকাশের পনেরো দিনের মধ্যে আবেদন জমা দিতে হইবে। সকল যোগ্যতা সরকারি বিধি মোতাবেক প্রযোজ্য হইবে। সুপার: [684, 274, 995, 412]
court-schedule-table: ক্র: নং মামলার নম্বর ও ধারা বাদী/বাদিনীর নাম পলাতক আসামীর নাম ও ঠিকানা হাজিরার তারিখ ১ সিআর-২৮৬/২৩ ধারা- এন, আই, এ্যাক্টের ১৩৮ উদ্দীপন, ব্যবস্থাপক পক্ষে ম্যানেজার মোছাঃ ফারজানা খাতুন, পক্ষে মোঃ আমিনুল এহসান মোঃ মোজাম্মেল হক পিতাঃ ফজলে উদ্দীন গ্রামঃ বোরচমাই, থানা- বদরগঞ্জ, জেলা রংপুর হাজিরার তারিখ ০৯-০৪-২০২৬: [48, 255, 355, 356]
legal-notice-body: এতদ্বারা সর্বসাধারণের অবগতির জন্য এই লিগ্যাল নোটিশের মাধ্যমে জানানো যাচ্ছে যে, আমার মোয়াক্কেল শ্রী সজল মহন্ত, পিতা: মৃত বিশ্বনাথ মহন্ত, সাকিন: কামালকাছনা, উপজেলা ও জেলা: রংপুর সিটি কর্পোরেশন এর কামালকাছনা মৌজার অন্তর্ভুক্ত সম্পত্তি ক্রয় করিবার উদ্দেশ্যে বায়না করিয়াছেন। সম্পত্তির মালিক ১। মোঃ হাবিবুল্লাহ, ২। মোহাম্মদুল্লাহ উভয়ের পিতা: মরহুম মোঃ আব্দুল হামিদ, সাং: রংপুর। তফসিলে বর্ণিত জমির উপর কোন প্রকার দাবী, দাওয়া, বন্ধক, লিয়েন বা অন্য কোন প্রকার স্বত্ব থাকিলে এই লিগ্যাল নোটিশ প্রকাশের ৩০ (ত্রিশ) দিনের মধ্যে নিম্ন স্বাক্ষরকারীর দপ্তরে বৈধ দলিলাদিসহ যোগাযোগ করিতে অনুরোধ করা হইল। অন্যথায় আমার মোয়াক্কেল বায়নাকৃত সম্পত্তি সাফ কবলা দলিলমূলে রেজিস্ট্রি করিয়া লইবেন এবং পরবর্তীতে কোন আপত্তি গ্রহণযোগ্য হইবে না।: [1008, 128, 1328, 246]
table-row: ৩। সি, আর মামলা নং- ৫১৯/২০২৪ ধারা- ৪০৬/৪২০/৫০৬(১)/৩৪ পেনাল কোড (১) নজরুল ইসলাম, পিতা- মোঃ আব্দুল বাতেন, (২) মোসাঃ ফিরোজা বেগম, স্বামী- নজরুল ইসলাম, সাং- সিদ্ধিরগঞ্জ, জেলা-নারায়ণগঞ্জ। আমলী আদালত সিদ্ধিরগঞ্জ: [693, 881, 987, 931]
affidavit-body: আমার চট্টগ্রাম শিক্ষাবোর্ড এর এস.এস.সি পরীক্ষার রোল নং- ১৩০৮১৫, রেজিঃ নং- ১৫১৪৮১১৭৬৫/২০১৫ ও এইচ.এস.সি রোল নং- ১১৪১১৭, রেজিঃ নং- ১৫১৪৮১১৭৬৫/২০১৮ এবং এইচ.এস.সি রোল নং- ১০২৪৪৩, রেজিঃ নং- ১৫২৪৮১১৭৬৫/২০২০। সকল পরীক্ষার সার্টিফিকেটে সহ সকল কাগজপত্রে আমার নামের সঠিক নাম- MOSAMMAT SOKHINA KHATUN এর স্থলে ভুলবশত MST. SAKHINA AKTER লিপি হয়। যাহা চিফ মেট্রোপলিটন ম্যাজিস্ট্রেট আদালত, চট্টগ্রাম হইতে ২৫/০২/২০২৬ ইং তারিখে হলফনামা নং হলফনামা মূলে সংশোধন করিলাম।: [692, 128, 987, 222]
ad-code: খপ-৭২৩/২৬ (৬"x৬): [40, 2098, 119, 2108]
ni-act-notice-2: N.I.Act এর ১৩৮ ধারার অধীন লিগ্যাল নোটিশ প্রাপক: মর্জুনা বেগম, পিতা- ইয়ার মোহাম্মদ, মাতা- মমতাজ বেগম, স্বামী- বশিরুল আলম বাদশা, সাং-খলিশাখালী (মোঃ হোসেন জালালের বাড়ী), ০১নং ওয়ার্ড, ০৪নং কোলাগাঁও ইউনিয়ন, থানা- পটিয়া, জেলা- চট্টগ্রাম। জাতীয় পরিচয়পত্র নং- ১৯৭৮১৫১৬৭৩০০০০২৯। মোবাইল নং ০১৮৩১-৮৭৫৩০৯ -----লিগ্যাল নোটিশ গ্রহীতা। প্রেরক: সজিব উদ্দিন, পিতা- আবুল কালাম, মাতা- সাবিনা ইয়াসমিন, সাং- লাইল্লাপাড়া, পশ্চিম পাড়া, ২৬৭নং ফাঁসিয়াখালী মৌজা, ডাকঘর- ভূরাশাহ (৪৭৪১), থানা- লামা, জেলা- বান্দরবান। জাতীয় পরিচয়পত্র নং- ৬৪৫২৯৯৬৬৬৩। মোবাইল নং ০১৮৫৫-১৯৮২২৫। পক্ষে রাকিব পালিত, এডভোকেট, জজ কোর্ট, চট্টগ্রাম। রুম নং- ৪৪৪ (৪র্থ তলা), আইনজীবী এনেক্স ভবন, চট্টগ্রাম। মোবাইল নং- ০১৮১৩-৫৭৬৯৮১ -----লিগ্যাল নোটিশ দাতা। জনাব, আমার মক্কেলের পক্ষে স্বাক্ষরকারী ও আজিজ হইয়া আপনার বিরুদ্ধে লিগ্যাল নোটিশ প্রদান করিতেছি যে, ১। আপনি নোটিশ গ্রহীতা আমার মক্কেলের পরিচিত। আপনি আমার মক্কেল হইতে ব্যবসায়িক প্রয়োজনে টাকা ধার গ্রহণ করেন। ২। উক্ত ধারের টাকা পরিশোধের জন্য আপনি ইসলামী ব্যাংক পিএলসি এর আপনার হিসাব নং- 1120000107153 এর চেক নং- MSA 2468546, তাং- ০৭/১২/২০২৫ ইং টাকার পরিমাণ- ৩,০০,০০০/- (তিন লক্ষ) টাকা প্রদান করেন। ৩। আমার মক্কেল উক্ত চেক নগদায়নের জন্য Brac Bank, Jubilee Road Branch, Chattogram এ জমা প্রদান করিলে চেকটি "Insufficient Fund" উল্লেখে ডিজঅনার হয়। ৪। অতএব, এই নোটিশ প্রাপ্তির ৩০ (ত্রিশ) দিনের মধ্যে উক্ত চেকে বর্ণিত টাকা আমার মক্কেলকে নগদ পরিশোধ করিবেন, অন্যথায় আপনার বিরুদ্ধে N.I.Act এর ১৩৮ ধারা মোতাবেক ফৌজদারী মামলা দায়ের করা হইবে। বিজ্ঞ প্রাপক লিগ্যাল নোটিশের একটি কপি ভবিষ্যত আইনগত ব্যবস্থা গ্রহণের নিমিত্তে সংরক্ষণ করিয়া রাখা হইল। ধন্যবাদান্তে (রাকিব পালিত) এ্যাডভোকেট জজ কোর্ট, চট্টগ্রাম চেম্বার রুম নং-৪৪৪ (৪র্থ তলা) আইনজীবী এনেক্স ভবন, চট্টগ্রাম মোবাইল নং- ০১৮১৩-৫৭৬৯৮১: [1000, 1010, 1336, 2090]
legal-notice-title: লিগ্যাল নোটিশ: [1001, 96, 1335, 124]
summons-body: প্রতি, ৬। আউয়াল, ৭। রমুজা, ৮। আলো, সর্ব পিতা-মৃত মফিজউদ্দিন, ৯। আব্দুল কাদের, পিতা-বরকত উল্লাহ, ১০। ছমর উদ্দিন, পিতা-কলম আলী, ১১। তবাজল হোসেন, ১২। জয়নাল আলী, ১৩। আঃ মালেক, সর্ব পিতা-মৃত ইমাম হোসেন, ১৪। সমদ আলী, পিতা-আলী মামুদ, সর্ব সাং-গোপিন্দপুর, পোঃ কালাহাড়িভাঙ্গা, থানা-আড়াইহাজার, জেলা- নারায়ণগঞ্জ। উপরোক্ত মোকদ্দমায় বাদীপক্ষ আপনাদের বিরুদ্ধে বিজ্ঞ সিনিয়র সিভিল জজ আড়াইহাজার আদালত, নারায়ণগঞ্জ দেঃ নং-২২৯/২০২৫ এ মোকদ্দমা দায়ের করিয়াছেন। উক্ত মোকদ্দমায় আপনাদের বিবাদী শ্রেণীভুক্ত করা হইয়াছে। এমতাবস্থায় আগামী ২৫/০৩/২০২৬ইং তারিখে আপনাদিগকে অত্র আদালতে হাজির হইয়া জবাব দাখিলের জন্য নির্দেশ দেওয়া গেল। অন্যথায় আপনাদের অনুপস্থিতিতে বিচার কার্য সম্পন্ন হইবে।: [376, 879, 671, 1009]
newspaper-logo: $^{দৈনিক}$খবরপত্র: [70, 18, 161, 45]
memo-number: Memo no:46.02.6131.902.14.001.25-125/(1): [55, 1540, 325, 1555]
table-row: সি.এ-৩৭৬ ১৬২৫ বাড়ী ৩৪ শতাংশ: [377, 1092, 671, 1108]
order-label: আদেশ: [809, 521, 869, 539]
table-row: ৪। সি, আর মামলা নং- ৪৩/২০২৩ ধারা-১৩৮, নেগোশিয়েবল ইন্সট্রুমেন্ট এ্যাক্ট, ১৮৮১ (১) মোঃ মনির হোসেন, পিতা-নুর মোহাম্মদ, সাং- সিদ্ধিরগঞ্জ, থানা-সিদ্ধিরগঞ্জ, জেলা-নারায়ণগঞ্জ। আমলী আদালত সিদ্ধিরগঞ্জ: [693, 931, 987, 1003]
affidavit-title: হলফনামা: [685, 96, 994, 124]
legal-notice-sajal: লিগ্যাল নোটিশ এতদ্বারা সর্বসাধারণের অবগতির জন্য এই লিগ্যাল নোটিশের মাধ্যমে জানানো যাচ্ছে যে, আমার মোয়াক্কেল শ্রী সজল মহন্ত, পিতা: মৃত বিশ্বনাথ মহন্ত, সাকিন: কামালকাছনা, উপজেলা ও জেলা: রংপুর সিটি কর্পোরেশন এর কামালকাছনা মৌজার অন্তর্ভুক্ত সম্পত্তি ক্রয় করিবার উদ্দেশ্যে বায়না করিয়াছেন। সম্পত্তির মালিক ১। মোঃ হাবিবুল্লাহ, ২। মোহাম্মদুল্লাহ উভয়ের পিতা: মরহুম মোঃ আব্দুল হামিদ, সাং: রংপুর। তফসিলে বর্ণিত জমির উপর কোন প্রকার দাবী, দাওয়া, বন্ধক, লিয়েন বা অন্য কোন প্রকার স্বত্ব থাকিলে এই লিগ্যাল নোটিশ প্রকাশের ৩০ (ত্রিশ) দিনের মধ্যে নিম্ন স্বাক্ষরকারীর দপ্তরে বৈধ দলিলাদিসহ যোগাযোগ করিতে অনুরোধ করা হইল। অন্যথায় আমার মোয়াক্কেল বায়নাকৃত সম্পত্তি সাফ কবলা দলিলমূলে রেজিস্ট্রি করিয়া লইবেন এবং পরবর্তীতে কোন আপত্তি গ্রহণযোগ্য হইবে না। তফসিল: জেলা- রংপুর, থানা- কোতয়ালী, রংপুর সিটি কর্পোরেশন ভুক্ত, মৌজা- কামালকাছনা, জে এল নং- ৯১, বি.এস খতিয়ান নং-৮৫৩, এস. এ খতিয়ান নং-৮৫০, বুজারত খতিয়ান নং- ৭২১৮, হোল্ডিং নং-৮৮৮৮, বি.এস/ আর.এস দাগ নং- ৫৩৪৭, খারিজ খতিয়ান নং- ৭২৯৮, হোল্ডিং নং-৮৮৮৮৮, বি.এস/আর.এস ক্রয়কৃত জমির পরিমাণ ০.০৪২২ একর। জমির শ্রেণী- ভিটা। যাহা আমার মক্কেলের সহিত সম্পাদিত বায়না দলিল অনুযায়ী। ধন্যবাদান্তে (অশোক কুমার রায়) এ্যাডভোকেট জেলা জজকোর্ট, রংপুর। মোবাইল নং ০১৭৪-০৩৫৫৩৫৩: [1000, 90, 1336, 530]
tender-terms: This is online tender, where only e-tender will be accepted in the National e-gp portal and no offline/ hard copies are allowed. To submit e-tender, registration in the National e-gp portal is required. Any others conditions for this tender are stated in TDS.: [55, 1790, 980, 1825]
legal-notice-body: অত্র উকিল নোটিশ দ্বারা আপনাকে জানানো যাইতেছে যে, আমার মোয়াক্কেল প্রোঃ যমুনা ট্রেড এন্ড এগ্রোপোল্ট্রি পয়েন্ট এর সহিত আপনি নিয়মিতভাবে মুরগীর খাদ্য ও ঔষধ সামগ্রীর ব্যবসা পরিচালনা করিয়া আসিতেছিলেন। উক্ত ব্যবসায়িক লেনদেন বাবদ আমার মোয়াক্কেলের নিকট আপনার বকেয়া পাওনা ১৪,৩৬,২১০/- (চৌদ্দ লক্ষ ছত্রিশ হাজার দুইশত দশ) টাকা। আমার মোয়াক্কেল বার বার তাগাদা দেওয়া সত্ত্বেও আপনি উক্ত টাকা পরিশোধ না করিয়া নানা অজুহাতে কালক্ষেপণ করিতেছেন। অতএব, এই উকিল নোটিশ প্রাপ্তির ০৭ (সাত) দিনের মধ্যে আমার মোয়াক্কেলের বকেয়া ১৪,৩৬,২১০/- টাকা পরিশোধ করিবেন, অন্যথায় আমার মোয়াক্কেল আপনার বিরুদ্ধে প্রচলিত আইনে যথাযথ আইনগত ব্যবস্থা গ্রহণ করিতে বাধ্য হইবেন। অত্র উকিল নোটিশের ০১(এক) কপি আমার সেরেস্তায় ভবিষ্যতের জন্য সংরক্ষিত হইল।: [376, 229, 671, 347]
